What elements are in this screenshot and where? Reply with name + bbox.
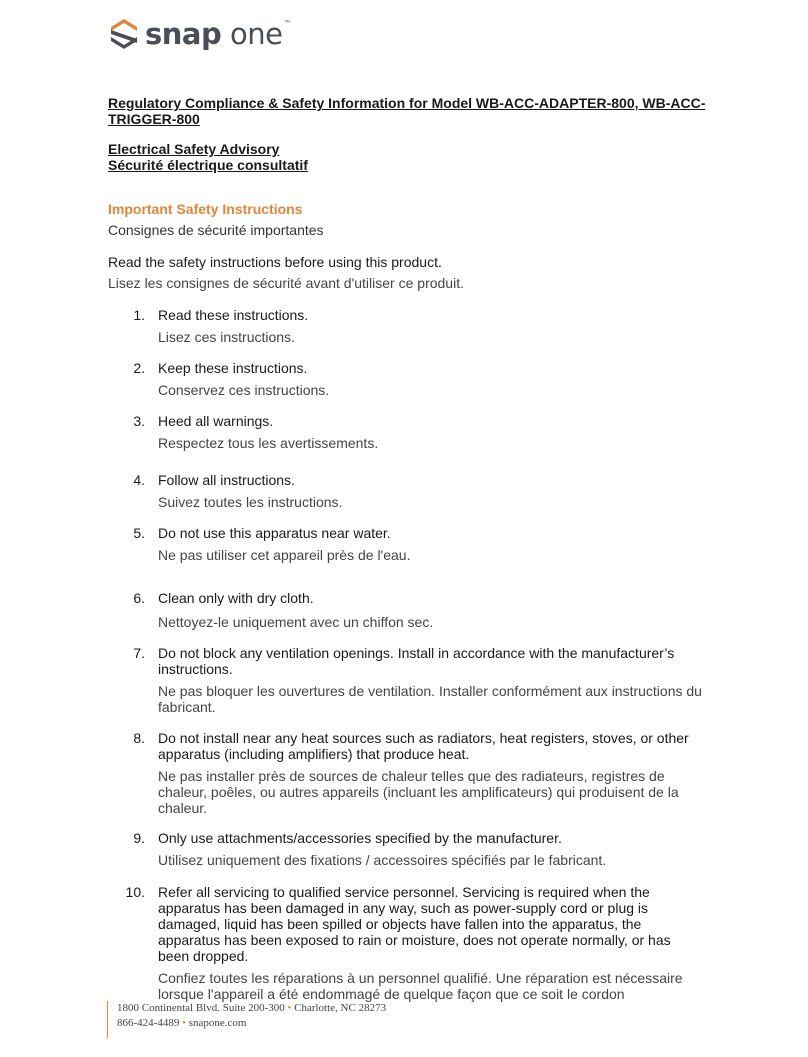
footer-separator: •: [179, 1017, 189, 1029]
item-text-fr: Lisez ces instructions.: [158, 329, 295, 345]
snap-one-mark-icon: [107, 16, 141, 52]
advisory-fr: Sécurité électrique consultatif: [108, 157, 308, 173]
footer-street: 1800 Continental Blvd. Suite 200-300: [117, 1002, 285, 1014]
item-text-en: Only use attachments/accessories specified by the manufacturer.: [158, 830, 562, 846]
advisory-en: Electrical Safety Advisory: [108, 141, 280, 157]
list-number: 7.: [133, 645, 145, 661]
list-number: 10.: [125, 884, 145, 900]
advisory-heading: [108, 141, 308, 173]
list-item: [108, 830, 703, 868]
list-number: 4.: [133, 472, 145, 488]
list-number: 3.: [133, 413, 145, 429]
footer-contact-line: [117, 1016, 386, 1031]
list-item: [108, 884, 703, 1002]
page-footer: [107, 1001, 386, 1038]
item-text-en: Do not block any ventilation openings. Install in accordance with the manufacturer’s instructions.: [158, 645, 675, 677]
item-text-fr: Nettoyez-le uniquement avec un chiffon sec.: [158, 614, 434, 630]
list-item: [108, 360, 703, 398]
item-text-en: Heed all warnings.: [158, 413, 274, 429]
item-text-en: Clean only with dry cloth.: [158, 590, 314, 606]
item-text-en: Do not use this apparatus near water.: [158, 525, 391, 541]
footer-website: snapone.com: [188, 1017, 247, 1029]
list-item: [108, 413, 703, 451]
list-number: 2.: [133, 360, 145, 376]
list-item: [108, 525, 703, 563]
footer-address-line: [117, 1001, 386, 1016]
item-text-fr: Ne pas utiliser cet appareil près de l'eau.: [158, 547, 411, 563]
item-text-fr: Suivez toutes les instructions.: [158, 494, 343, 510]
item-text-en: Follow all instructions.: [158, 472, 295, 488]
list-item: [108, 472, 703, 510]
item-text-en: Read these instructions.: [158, 307, 309, 323]
list-item: [108, 645, 703, 715]
item-text-en: Keep these instructions.: [158, 360, 308, 376]
list-item: [108, 590, 703, 630]
list-number: 9.: [133, 830, 145, 846]
item-text-fr: Respectez tous les avertissements.: [158, 435, 379, 451]
list-item: [108, 307, 703, 345]
logo-wordmark: [145, 16, 291, 51]
list-number: 8.: [133, 730, 145, 746]
trademark-mark: ™: [283, 18, 291, 28]
logo-word-one: one: [221, 16, 283, 51]
snap-one-logo: [107, 16, 291, 52]
item-text-fr: Confiez toutes les réparations à un personnel qualifié. Une réparation est nécessaire lorsque l'appareil a été endommagé de quelque façon que ce soit le cordon: [158, 970, 683, 1002]
important-heading-fr: Consignes de sécurité importantes: [108, 222, 324, 238]
item-text-fr: Ne pas bloquer les ouvertures de ventilation. Installer conformément aux instructions du fabricant.: [158, 683, 702, 715]
item-text-en: Refer all servicing to qualified service personnel. Servicing is required when the apparatus has been damaged in any way, such as power-supply cord or plug is damaged, liquid has been spilled or objects have fallen into the apparatus, the apparatus has been exposed to rain or moisture, does not operate normally, or has been dropped.: [158, 884, 671, 964]
list-number: 1.: [133, 307, 145, 323]
item-text-fr: Conservez ces instructions.: [158, 382, 330, 398]
footer-city: Charlotte, NC 28273: [294, 1002, 387, 1014]
item-text-fr: Ne pas installer près de sources de chaleur telles que des radiateurs, registres de chaleur, poêles, ou autres appareils (incluant les amplificateurs) qui produisent de la chaleur.: [158, 768, 679, 816]
list-item: [108, 730, 703, 816]
read-instructions-en: Read the safety instructions before using this product.: [108, 254, 442, 270]
read-instructions-fr: Lisez les consignes de sécurité avant d'utiliser ce produit.: [108, 275, 464, 291]
list-number: 5.: [133, 525, 145, 541]
document-title: Regulatory Compliance & Safety Information for Model WB-ACC-ADAPTER-800, WB-ACC-TRIGGER-800: [108, 95, 706, 127]
logo-word-snap: snap: [145, 16, 222, 51]
footer-separator: •: [284, 1002, 295, 1014]
list-number: 6.: [133, 590, 145, 606]
footer-phone: 866-424-4489: [117, 1017, 180, 1029]
item-text-fr: Utilisez uniquement des fixations / accessoires spécifiés par le fabricant.: [158, 852, 607, 868]
item-text-en: Do not install near any heat sources such as radiators, heat registers, stoves, or other apparatus (including amplifiers) that produce heat.: [158, 730, 689, 762]
important-heading-en: Important Safety Instructions: [108, 201, 303, 217]
